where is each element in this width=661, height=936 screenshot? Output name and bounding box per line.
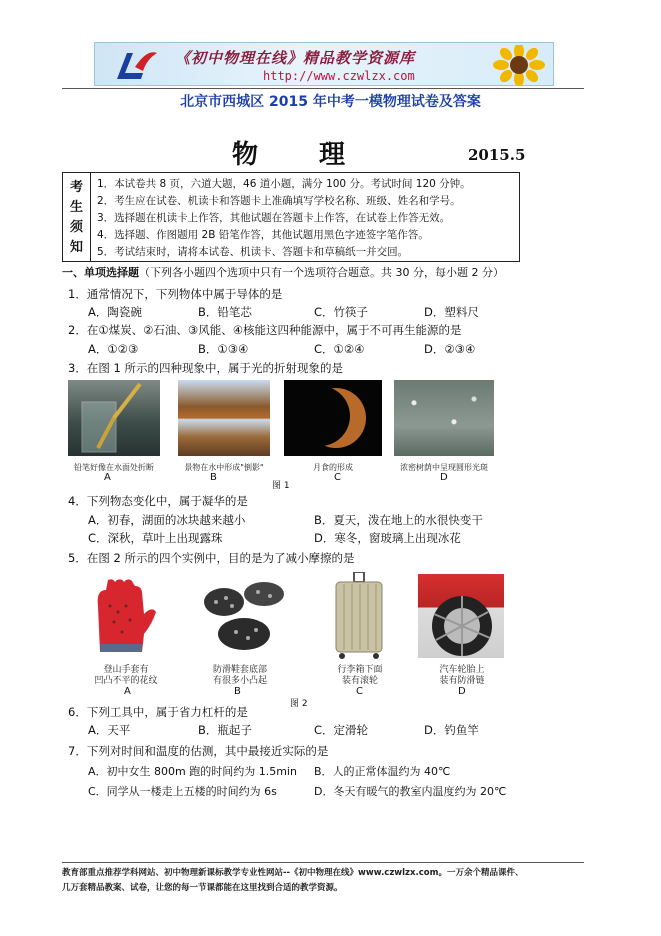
q6-option-a: A．天平 <box>88 723 131 737</box>
candidate-notice-box <box>62 172 520 262</box>
q2-option-c: C．①②④ <box>314 342 365 356</box>
q1-option-a: A．陶瓷碗 <box>88 305 142 319</box>
q4-option-c: C．深秋，草叶上出现露珠 <box>88 531 223 545</box>
question-5-stem: 5．在图 2 所示的四个实例中，目的是为了减小摩擦的是 <box>68 551 355 565</box>
climbing-glove-image <box>86 576 166 656</box>
q5-letter-a: A <box>124 686 131 697</box>
banner-url[interactable]: http://www.czwlzx.com <box>263 69 415 83</box>
footer-line-2: 几万套精品教案、试卷，让您的每一节课都能在这里找到合适的教学资源。 <box>62 883 343 893</box>
question-4-stem: 4．下列物态变化中，属于凝华的是 <box>68 494 248 508</box>
notice-item: 3．选择题在机读卡上作答，其他试题在答题卡上作答，在试卷上作答无效。 <box>97 212 451 224</box>
figure-2-label: 图 2 <box>290 699 308 709</box>
q5-caption-a-line1: 登山手套有 <box>103 665 149 675</box>
q2-option-a: A．①②③ <box>88 342 139 356</box>
q5-letter-b: B <box>234 686 241 697</box>
question-7-stem: 7．下列对时间和温度的估测，其中最接近实际的是 <box>68 744 329 758</box>
q1-option-d: D．塑料尺 <box>424 305 479 319</box>
pencil-in-water-image <box>68 380 160 456</box>
figure-1-label: 图 1 <box>272 481 290 491</box>
page-title: 物 理 <box>232 140 372 170</box>
notice-items <box>97 176 471 261</box>
snow-chain-tire-image <box>418 574 504 658</box>
q6-option-b: B．瓶起子 <box>198 723 252 737</box>
q3-caption-a: 铅笔好像在水面处折断 <box>74 463 154 472</box>
q7-option-a: A．初中女生 800m 跑的时间约为 1.5min <box>88 765 297 778</box>
q5-caption-c-line1: 行李箱下面 <box>337 665 383 675</box>
q7-option-b: B．人的正常体温约为 40℃ <box>314 765 451 778</box>
tree-shade-light-spots-image <box>394 380 494 456</box>
footer-text <box>62 866 523 896</box>
q5-letter-d: D <box>458 686 466 697</box>
q4-option-d: D．寒冬，窗玻璃上出现冰花 <box>314 531 461 545</box>
site-logo-icon <box>113 47 159 83</box>
q1-option-b: B．铅笔芯 <box>198 305 252 319</box>
q6-option-d: D．钓鱼竿 <box>424 723 479 737</box>
mountain-reflection-image <box>178 380 270 456</box>
footer-divider <box>62 862 584 863</box>
q3-caption-d: 浓密树荫中呈现圆形光斑 <box>400 463 488 472</box>
notice-item: 1．本试卷共 8 页，六道大题，46 道小题，满分 100 分。考试时间 120 分钟。 <box>97 178 471 190</box>
q2-option-d: D．②③④ <box>424 342 476 356</box>
question-1-stem: 1．通常情况下，下列物体中属于导体的是 <box>68 287 283 301</box>
notice-item: 4．选择题、作图题用 2B 铅笔作答，其他试题用黑色字迹签字笔作答。 <box>97 229 429 241</box>
sunflower-icon <box>489 45 549 85</box>
q3-letter-b: B <box>210 472 217 483</box>
exam-subtitle: 北京市西城区 2015 年中考一模物理试卷及答案 <box>180 94 481 110</box>
q2-option-b: B．①③④ <box>198 342 249 356</box>
section-heading: 一、单项选择题（下列各小题四个选项中只有一个选项符合题意。共 30 分，每小题 2 分） <box>62 266 504 279</box>
notice-side-label: 考 生 须 知 <box>63 173 91 261</box>
q3-letter-d: D <box>440 472 448 483</box>
q5-caption-d-line2: 装有防滑链 <box>439 676 485 686</box>
q6-option-c: C．定滑轮 <box>314 723 369 737</box>
q5-caption-b-line2: 有很多小凸起 <box>212 676 267 686</box>
q5-caption-a-line2: 凹凸不平的花纹 <box>94 676 158 686</box>
exam-date: 2015.5 <box>468 146 526 164</box>
anti-slip-shoe-cover-image <box>196 572 292 658</box>
footer-line-1: 教育部重点推荐学科网站、初中物理新课标教学专业性网站--《初中物理在线》www.czwlzx.com。一万余个精品课件、 <box>62 868 524 878</box>
question-2-stem: 2．在①煤炭、②石油、③风能、④核能这四种能源中，属于不可再生能源的是 <box>68 323 462 337</box>
header-banner <box>94 42 554 86</box>
banner-divider <box>62 88 584 89</box>
q7-option-d: D．冬天有暖气的教室内温度约为 20℃ <box>314 785 507 798</box>
lunar-eclipse-image <box>284 380 382 456</box>
q5-caption-d-line1: 汽车轮胎上 <box>439 665 485 675</box>
q1-option-c: C．竹筷子 <box>314 305 369 319</box>
q4-option-a: A．初春，湖面的冰块越来越小 <box>88 513 246 527</box>
q5-caption-c-line2: 装有滚轮 <box>341 676 378 686</box>
q3-letter-a: A <box>104 472 111 483</box>
luggage-image <box>330 572 388 660</box>
q4-option-b: B．夏天，泼在地上的水很快变干 <box>314 513 483 527</box>
q5-letter-c: C <box>356 686 363 697</box>
q3-caption-b: 景物在水中形成"倒影" <box>184 463 264 472</box>
q3-caption-c: 月食的形成 <box>313 463 353 472</box>
banner-title: 《初中物理在线》精品教学资源库 <box>175 49 416 67</box>
question-3-stem: 3．在图 1 所示的四种现象中，属于光的折射现象的是 <box>68 361 343 375</box>
q5-caption-b-line1: 防滑鞋套底部 <box>212 665 267 675</box>
question-6-stem: 6．下列工具中，属于省力杠杆的是 <box>68 705 248 719</box>
q7-option-c: C．同学从一楼走上五楼的时间约为 6s <box>88 785 277 798</box>
notice-item: 5．考试结束时，请将本试卷、机读卡、答题卡和草稿纸一并交回。 <box>97 246 409 258</box>
q3-letter-c: C <box>334 472 341 483</box>
notice-item: 2．考生应在试卷、机读卡和答题卡上准确填写学校名称、班级、姓名和学号。 <box>97 195 461 207</box>
